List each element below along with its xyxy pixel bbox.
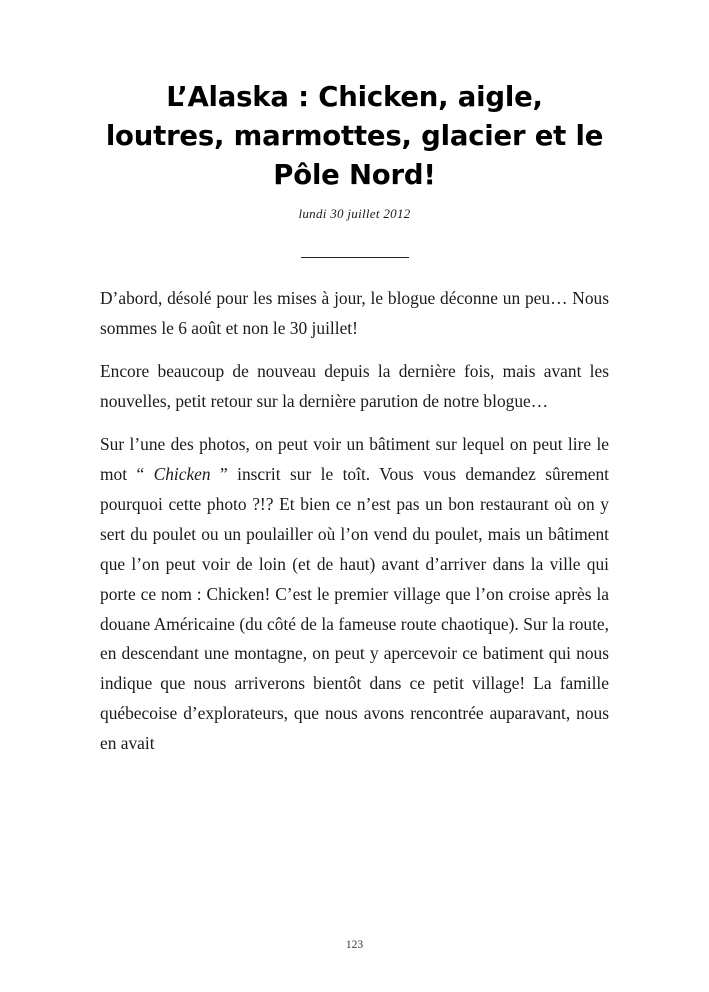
page-number: 123 [345,939,364,951]
paragraph-3-lead: Sur l’une des photos, on peut voir un bâtiment sur lequel on peut lire le mot “ [100,433,609,484]
paragraph-3-rest: ” inscrit sur le toît. Vous vous demandez sûrement pourquoi cette photo ?!? Et bien ce n’est pas un bon restaurant où on y sert du poulet ou un poulailler où l’on vend du poulet, mais un bâtiment que l’on peut voir de loin (et de haut) avant d’arriver dans la ville qui porte ce nom : Chicken! C’est le premier village que l’on croise après la douane Américaine (du côté de la fameuse route chaotique). Sur la route, en descendant une montagne, on peut y apercevoir ce batiment qui nous indique que nous arriverons bientôt dans ce petit village! La famille québecoise d’explorateurs, que nous avons rencontrée auparavant, nous en avait [100,463,610,754]
paragraph-3 [100,430,609,759]
divider [100,248,609,266]
horizontal-rule [301,257,409,258]
paragraph-1: D’abord, désolé pour les mises à jour, le blogue déconne un peu… Nous sommes le 6 août et non le 30 juillet! [100,288,609,339]
body-text [100,284,609,759]
paragraph-2: Encore beaucoup de nouveau depuis la dernière fois, mais avant les nouvelles, petit retour sur la dernière parution de notre blogue… [100,361,609,411]
page-title: L’Alaska : Chicken, aigle, loutres, marmottes, glacier et le Pôle Nord! [105,81,604,192]
page-date: lundi 30 juillet 2012 [298,206,411,222]
paragraph-3-emphasis: Chicken [153,463,211,484]
